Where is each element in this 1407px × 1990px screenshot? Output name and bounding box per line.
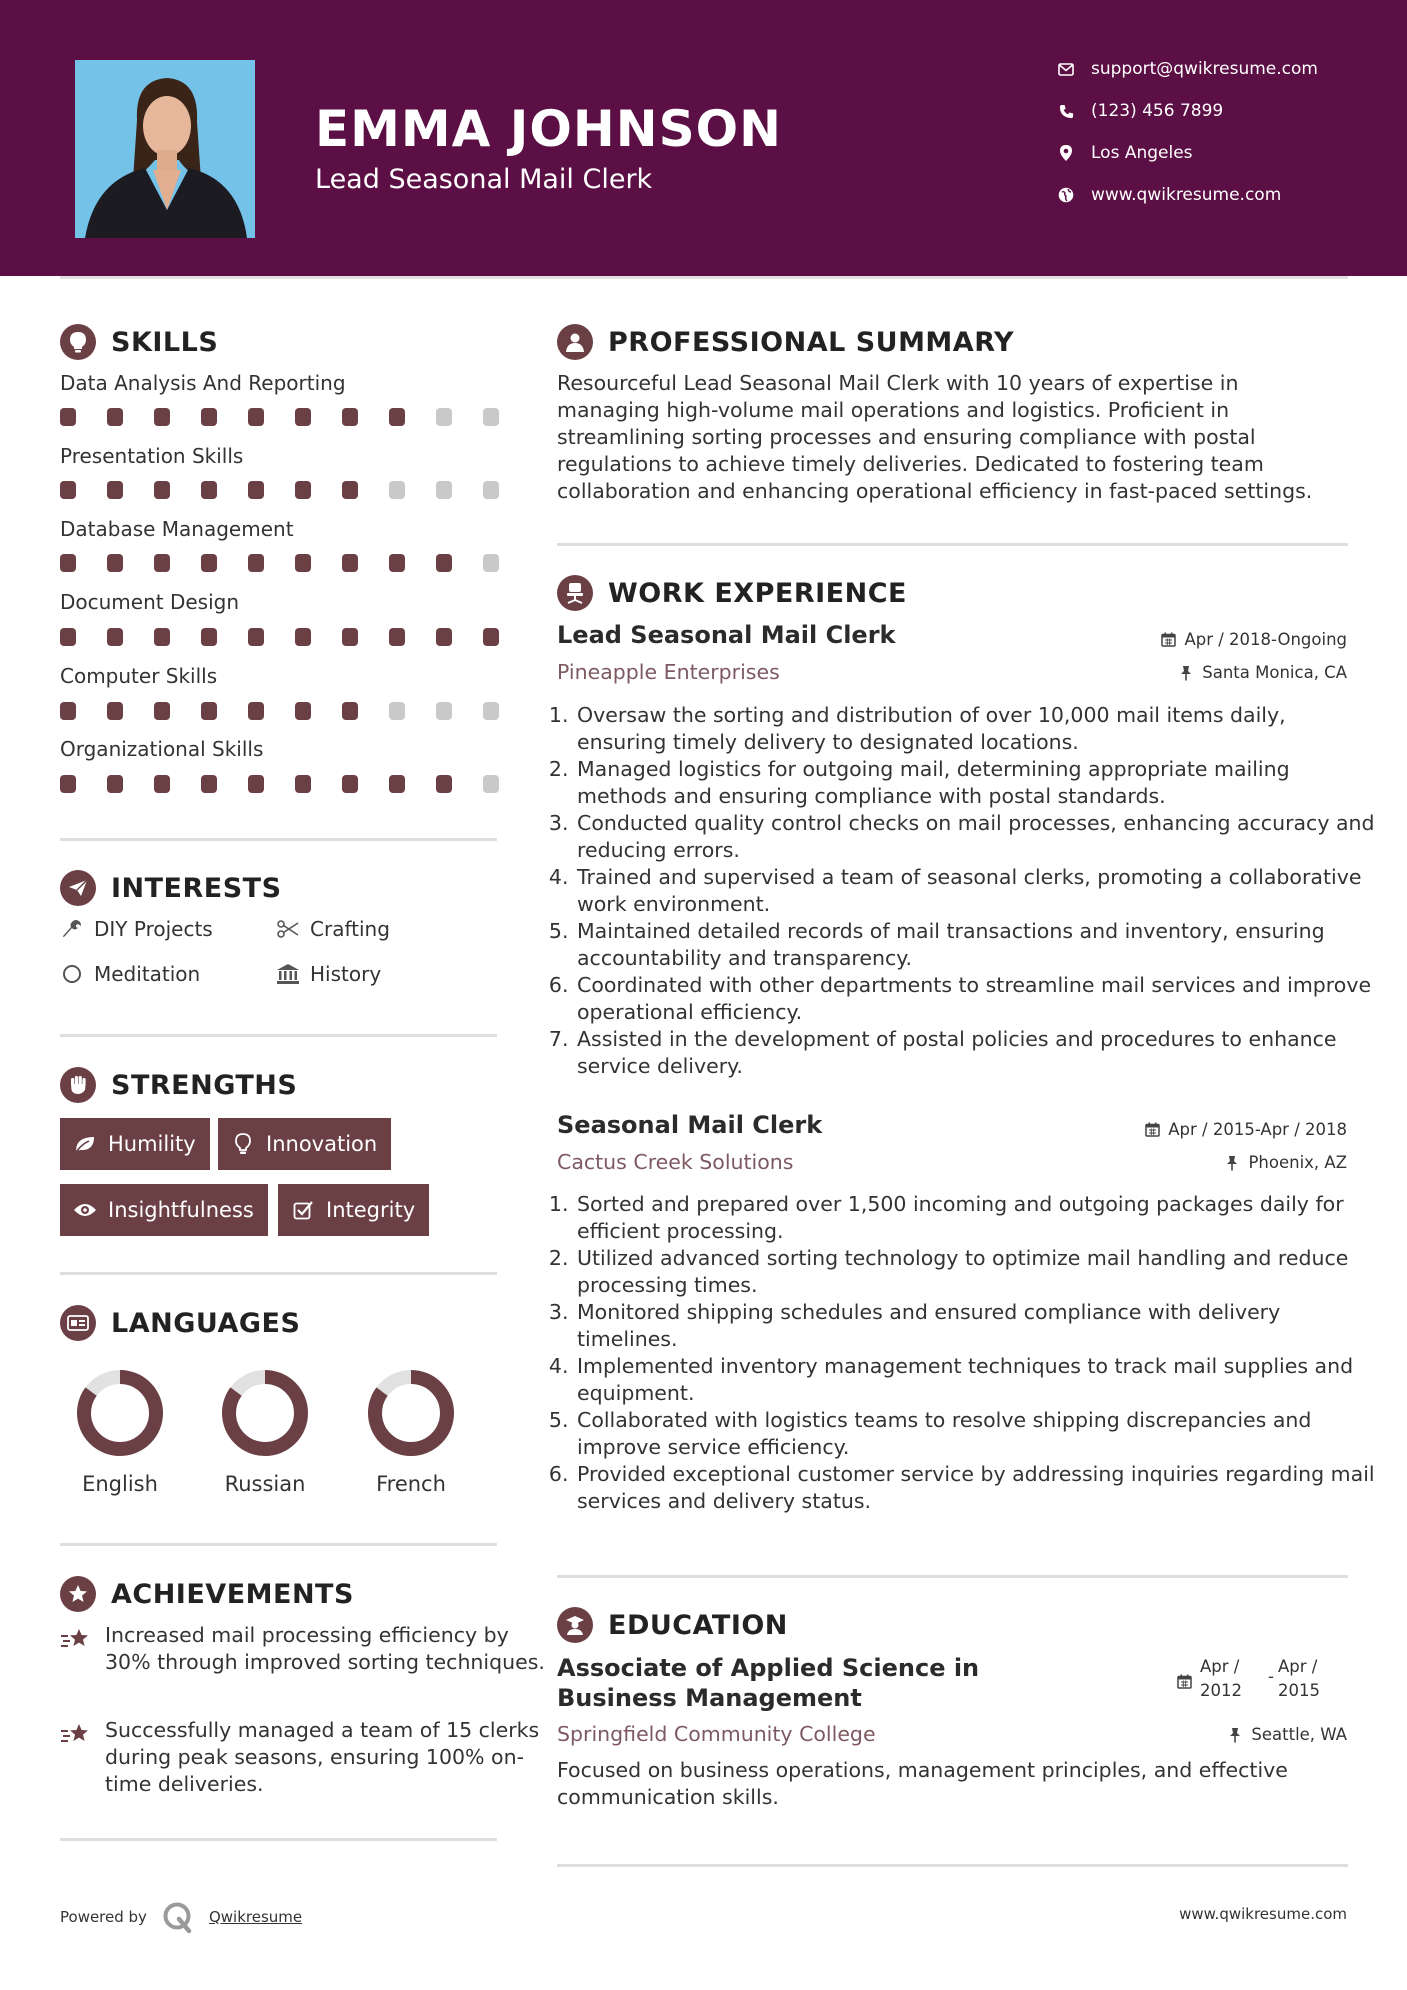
skill-label: Presentation Skills [60,444,244,468]
qwikresume-link[interactable]: Qwikresume [208,1908,303,1926]
pushpin-icon [1223,1154,1241,1172]
envelope-icon [1055,58,1077,80]
job-responsibilities [557,1191,1375,1515]
education-description: Focused on business operations, management principles, and effective communication skills. [557,1758,1288,1809]
responsibility-item: 2. Managed logistics for outgoing mail, determining appropriate mailing methods and ensuring compliance with postal standards. [575,756,1375,810]
shooting-star-icon [60,1721,92,1749]
responsibility-item: 5. Collaborated with logistics teams to resolve shipping discrepancies and improve service efficiency. [575,1407,1375,1461]
interest-label: Crafting [310,917,390,941]
skill-dot-filled [201,481,217,499]
strength-label: Innovation [266,1132,378,1156]
strength-label: Insightfulness [108,1198,254,1222]
strength-badge [278,1184,429,1236]
shooting-star-icon [60,1626,92,1654]
strength-badge [60,1118,210,1170]
responsibility-item: 7. Assisted in the development of postal policies and procedures to enhance service delivery. [575,1026,1375,1080]
qwikresume-logo-icon [161,1900,195,1934]
skill-dot-filled [342,628,358,646]
responsibility-item: 2. Utilized advanced sorting technology to optimize mail handling and reduce processing times. [575,1245,1375,1299]
skill-dot-filled [107,628,123,646]
skill-dot-filled [295,481,311,499]
footer-powered-by [60,1900,302,1934]
job-date [1143,1120,1347,1139]
skill-dot-filled [248,481,264,499]
skill-rating [60,775,500,793]
pushpin-icon [1177,664,1195,682]
skill-dot-filled [342,408,358,426]
job-company: Cactus Creek Solutions [557,1150,794,1174]
responsibility-item: 5. Maintained detailed records of mail transactions and inventory, ensuring accountability and transparency. [575,918,1375,972]
interest-item [276,962,381,986]
language-name: French [376,1472,446,1496]
skill-dot-filled [201,628,217,646]
skill-dot-empty [483,481,499,499]
skill-dot-filled [295,628,311,646]
museum-icon [276,962,300,986]
skill-dot-empty [436,408,452,426]
skill-dot-filled [436,554,452,572]
skill-label: Database Management [60,517,294,541]
strengths-section-header [60,1067,297,1103]
education-date-separator: - [1268,1667,1274,1686]
skill-dot-filled [248,628,264,646]
skill-dot-empty [436,481,452,499]
skill-dot-filled [248,775,264,793]
skill-label: Computer Skills [60,664,218,688]
education-degree: Associate of Applied Science in Business Management [557,1654,980,1712]
skill-dot-filled [248,408,264,426]
skill-dot-filled [60,702,76,720]
skill-label: Document Design [60,590,240,614]
job-location [1177,663,1347,682]
skill-dot-filled [154,481,170,499]
education-date-start: Apr / 2012 [1200,1657,1242,1700]
contact-location [1055,138,1345,168]
strength-label: Humility [108,1132,196,1156]
skill-dot-filled [154,554,170,572]
calendar-icon [1143,1121,1161,1139]
lightbulb-icon [230,1131,256,1157]
skill-rating [60,702,500,720]
skill-dot-filled [60,554,76,572]
skill-dot-empty [389,702,405,720]
skill-dot-filled [342,775,358,793]
graduate-icon [557,1607,593,1643]
skill-label: Data Analysis And Reporting [60,371,346,395]
contact-email-text: support@qwikresume.com [1091,59,1318,79]
skill-dot-filled [342,702,358,720]
circle-icon [60,962,84,986]
job-date-text: Apr / 2018-Ongoing [1184,630,1347,649]
experience-section-header [557,575,907,611]
interest-item [276,917,390,941]
achievements-title: ACHIEVEMENTS [111,1578,354,1610]
education-title: EDUCATION [608,1609,788,1641]
interests-section-header [60,870,282,906]
skill-dot-filled [295,408,311,426]
skill-dot-filled [248,702,264,720]
scissors-icon [276,917,300,941]
skill-dot-empty [483,554,499,572]
skills-title: SKILLS [111,326,219,358]
footer-website-link[interactable]: www.qwikresume.com [1179,1905,1347,1923]
job-location-text: Santa Monica, CA [1202,663,1347,682]
language-item [346,1368,476,1496]
calendar-icon [1175,1672,1193,1690]
achievement-text: Successfully managed a team of 15 clerks during peak seasons, ensuring 100% on-time deliveries. [105,1718,540,1796]
skill-dot-empty [389,481,405,499]
summary-title: PROFESSIONAL SUMMARY [608,326,1015,358]
skill-dot-filled [389,554,405,572]
skill-dot-filled [295,775,311,793]
responsibility-item: 1. Sorted and prepared over 1,500 incoming and outgoing packages daily for efficient processing. [575,1191,1375,1245]
skill-dot-filled [60,775,76,793]
skill-dot-filled [342,481,358,499]
interest-item [60,962,200,986]
contact-phone[interactable] [1055,96,1345,126]
job-date [1159,630,1347,649]
education-school: Springfield Community College [557,1722,876,1746]
responsibility-item: 6. Provided exceptional customer service by addressing inquiries regarding mail services and delivery status. [575,1461,1375,1515]
user-icon [557,324,593,360]
raised-fist-icon [60,1067,96,1103]
wrench-icon [60,917,84,941]
candidate-name: EMMA JOHNSON [315,100,782,158]
skill-dot-filled [389,628,405,646]
interest-label: DIY Projects [94,917,213,941]
language-item [55,1368,185,1496]
skill-dot-filled [389,408,405,426]
phone-icon [1055,100,1077,122]
language-card-icon [60,1305,96,1341]
language-proficiency-ring [366,1368,456,1458]
skill-rating [60,554,500,572]
language-item [200,1368,330,1496]
summary-text: Resourceful Lead Seasonal Mail Clerk with 10 years of expertise in managing high-volume mail operations and logistics. Proficient in streamlining sorting processes and ensuring compliance with postal regulations to achieve timely deliveries. Dedicated to fostering team collaboration and enhancing operational efficiency in fast-paced settings. [557,371,1313,503]
job-location-text: Phoenix, AZ [1248,1153,1347,1172]
job-date-text: Apr / 2015-Apr / 2018 [1168,1120,1347,1139]
contact-phone-text: (123) 456 7899 [1091,101,1224,121]
skill-dot-filled [154,702,170,720]
calendar-icon [1159,631,1177,649]
strengths-title: STRENGTHS [111,1069,298,1101]
interests-title: INTERESTS [111,872,282,904]
education-section-header [557,1607,788,1643]
strength-badge [218,1118,391,1170]
education-location-text: Seattle, WA [1251,1725,1347,1744]
skill-dot-filled [201,408,217,426]
office-chair-icon [557,575,593,611]
responsibility-item: 1. Oversaw the sorting and distribution of over 10,000 mail items daily, ensuring timely delivery to designated locations. [575,702,1375,756]
achievements-section-header [60,1576,354,1612]
skill-dot-empty [483,408,499,426]
skill-dot-filled [436,775,452,793]
skill-dot-filled [248,554,264,572]
section-divider [60,1272,497,1275]
section-divider [557,1575,1348,1578]
strength-label: Integrity [326,1198,416,1222]
section-divider [60,1034,497,1037]
skills-section-header [60,324,218,360]
pushpin-icon [1226,1726,1244,1744]
section-divider [557,543,1348,546]
skill-dot-empty [436,702,452,720]
skill-rating [60,481,500,499]
star-badge-icon [60,1576,96,1612]
skill-dot-empty [483,702,499,720]
section-divider [60,838,497,841]
responsibility-item: 6. Coordinated with other departments to streamline mail services and improve operational efficiency. [575,972,1375,1026]
skill-dot-filled [107,481,123,499]
skill-dot-filled [201,554,217,572]
language-proficiency-ring [75,1368,165,1458]
responsibility-item: 4. Implemented inventory management techniques to track mail supplies and equipment. [575,1353,1375,1407]
education-location [1226,1725,1347,1744]
summary-section-header [557,324,1014,360]
skill-dot-filled [483,628,499,646]
powered-by-label: Powered by [60,1908,147,1926]
language-name: English [82,1472,158,1496]
location-pin-icon [1055,142,1077,164]
lightbulb-icon [60,324,96,360]
skill-dot-filled [201,775,217,793]
section-divider [60,1838,497,1841]
contact-email[interactable] [1055,54,1345,84]
skill-label: Organizational Skills [60,737,264,761]
achievement-text: Increased mail processing efficiency by 30% through improved sorting techniques. [105,1623,545,1674]
skill-dot-filled [295,554,311,572]
contact-location-text: Los Angeles [1091,143,1193,163]
interest-label: Meditation [94,962,201,986]
job-role: Seasonal Mail Clerk [557,1111,823,1139]
languages-section-header [60,1305,300,1341]
header-banner [0,0,1407,276]
contact-website-text: www.qwikresume.com [1091,185,1282,205]
skill-rating [60,408,500,426]
interest-label: History [310,962,382,986]
skill-dot-filled [60,628,76,646]
skill-dot-empty [483,775,499,793]
job-responsibilities [557,702,1375,1080]
skill-dot-filled [389,775,405,793]
skill-dot-filled [107,775,123,793]
languages-title: LANGUAGES [111,1307,301,1339]
candidate-title: Lead Seasonal Mail Clerk [315,164,653,195]
skill-dot-filled [342,554,358,572]
skill-dot-filled [436,628,452,646]
eye-icon [72,1197,98,1223]
education-date-end: Apr / 2015 [1278,1657,1320,1700]
strength-badge [60,1184,268,1236]
skill-rating [60,628,500,646]
experience-title: WORK EXPERIENCE [608,577,907,609]
responsibility-item: 3. Monitored shipping schedules and ensured compliance with delivery timelines. [575,1299,1375,1353]
header-divider [60,276,1348,279]
skill-dot-filled [201,702,217,720]
skill-dot-filled [154,408,170,426]
skill-dot-filled [295,702,311,720]
language-proficiency-ring [220,1368,310,1458]
skill-dot-filled [107,408,123,426]
interest-item [60,917,213,941]
skill-dot-filled [60,481,76,499]
checkbox-icon [290,1197,316,1223]
contact-website[interactable] [1055,180,1345,210]
skill-dot-filled [60,408,76,426]
job-location [1223,1153,1347,1172]
responsibility-item: 4. Trained and supervised a team of seasonal clerks, promoting a collaborative work environment. [575,864,1375,918]
job-company: Pineapple Enterprises [557,660,780,684]
job-role: Lead Seasonal Mail Clerk [557,621,896,649]
skill-dot-filled [107,702,123,720]
paper-plane-icon [60,870,96,906]
skill-dot-filled [154,628,170,646]
leaf-icon [72,1131,98,1157]
globe-icon [1055,184,1077,206]
profile-photo [75,60,255,238]
skill-dot-filled [107,554,123,572]
section-divider [60,1543,497,1546]
language-name: Russian [224,1472,306,1496]
responsibility-item: 3. Conducted quality control checks on mail processes, enhancing accuracy and reducing errors. [575,810,1375,864]
section-divider [557,1864,1348,1867]
skill-dot-filled [154,775,170,793]
